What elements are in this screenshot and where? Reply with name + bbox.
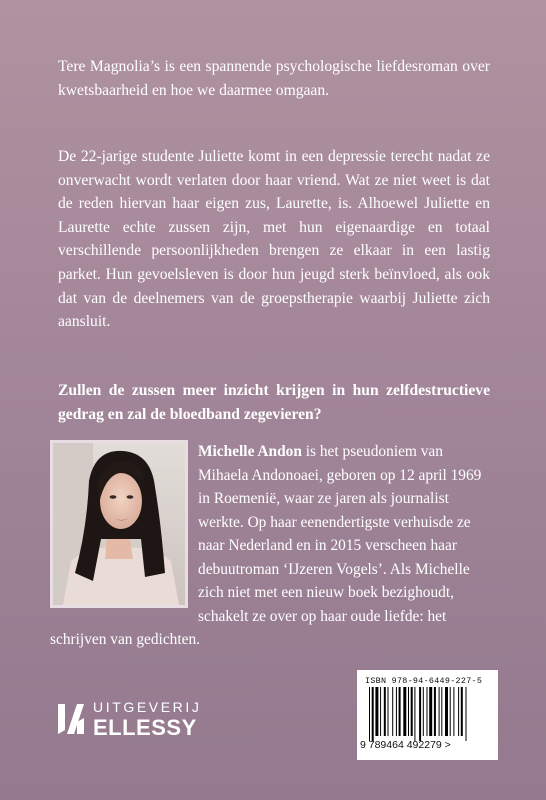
barcode-bar <box>461 687 463 736</box>
barcode-bar <box>434 687 436 736</box>
publisher-name-top: UITGEVERIJ <box>93 699 202 715</box>
publisher-logo <box>55 690 215 742</box>
barcode-bar <box>403 687 406 736</box>
publisher-name: ELLESSY <box>93 715 197 740</box>
barcode-bar <box>427 687 428 736</box>
barcode-digits: 9 789464 492279 > <box>360 739 451 751</box>
barcode-bar <box>423 687 424 736</box>
blurb-question: Zullen de zussen meer inzicht krijgen in hun zelfdestructieve gedrag en zal de bloedband zegevieren? <box>58 382 490 423</box>
barcode-bar <box>408 687 409 736</box>
author-bio-text: is het pseudoniem van Mihaela Andonoaei, geboren op 12 april 1969 in Roemenië, waar ze jaren als journalist werkte. Op haar eenendertigste verhuisde ze naar Nederland en in 2015 verscheen haar debuutroman ‘IJzeren Vogels’. Als Michelle zich niet met een nieuw boek bezighoudt, schakelt ze over op haar oude liefde: het schrijven van gedichten. <box>50 443 482 648</box>
barcode-bar <box>399 687 401 736</box>
blurb-synopsis: De 22-jarige studente Juliette komt in een depressie terecht nadat ze onverwacht wordt verlaten door haar vriend. Wat ze niet weet is dat de reden hiervan haar eigen zus, Laurette, is. Alhoewel Juliette en Laurette echte zussen zijn, met hun eigenaardige en totaal verschillende persoonlijkheden brengen ze elkaar in een lastig parket. Hun gevoelsleven is door hun jeugd sterk beïnvloed, als ook dat van de deelnemers van de groepstherapie waarbij Juliette zich aansluit. <box>58 148 490 331</box>
blurb-intro: Tere Magnolia’s is een spannende psychologische liefdesroman over kwetsbaarheid en hoe we daarmee omgaan. <box>58 58 490 99</box>
barcode-bar <box>380 687 381 736</box>
barcode-bar <box>369 687 370 741</box>
barcode-bar <box>450 687 451 736</box>
author-name: Michelle Andon <box>198 443 302 460</box>
barcode-bar <box>466 687 467 741</box>
barcode-bar <box>411 687 413 736</box>
barcode-bar <box>375 687 378 736</box>
barcode-bar <box>441 687 442 736</box>
barcode-bar <box>414 687 415 741</box>
barcode-bar <box>439 687 440 736</box>
barcode-bar <box>419 687 421 741</box>
barcode <box>357 670 498 760</box>
barcode-bar <box>384 687 386 736</box>
barcode-bar <box>392 687 393 736</box>
barcode-bar <box>445 687 448 736</box>
author-photo <box>50 440 188 608</box>
barcode-bar <box>453 687 454 736</box>
barcode-bars <box>367 687 491 741</box>
barcode-bar <box>458 687 459 736</box>
barcode-bar <box>429 687 432 736</box>
barcode-bar <box>396 687 397 736</box>
isbn-label: ISBN 978-94-6449-227-5 <box>365 676 483 686</box>
barcode-bar <box>388 687 389 736</box>
barcode-bar <box>372 687 374 741</box>
publisher-logo-icon <box>55 700 87 736</box>
